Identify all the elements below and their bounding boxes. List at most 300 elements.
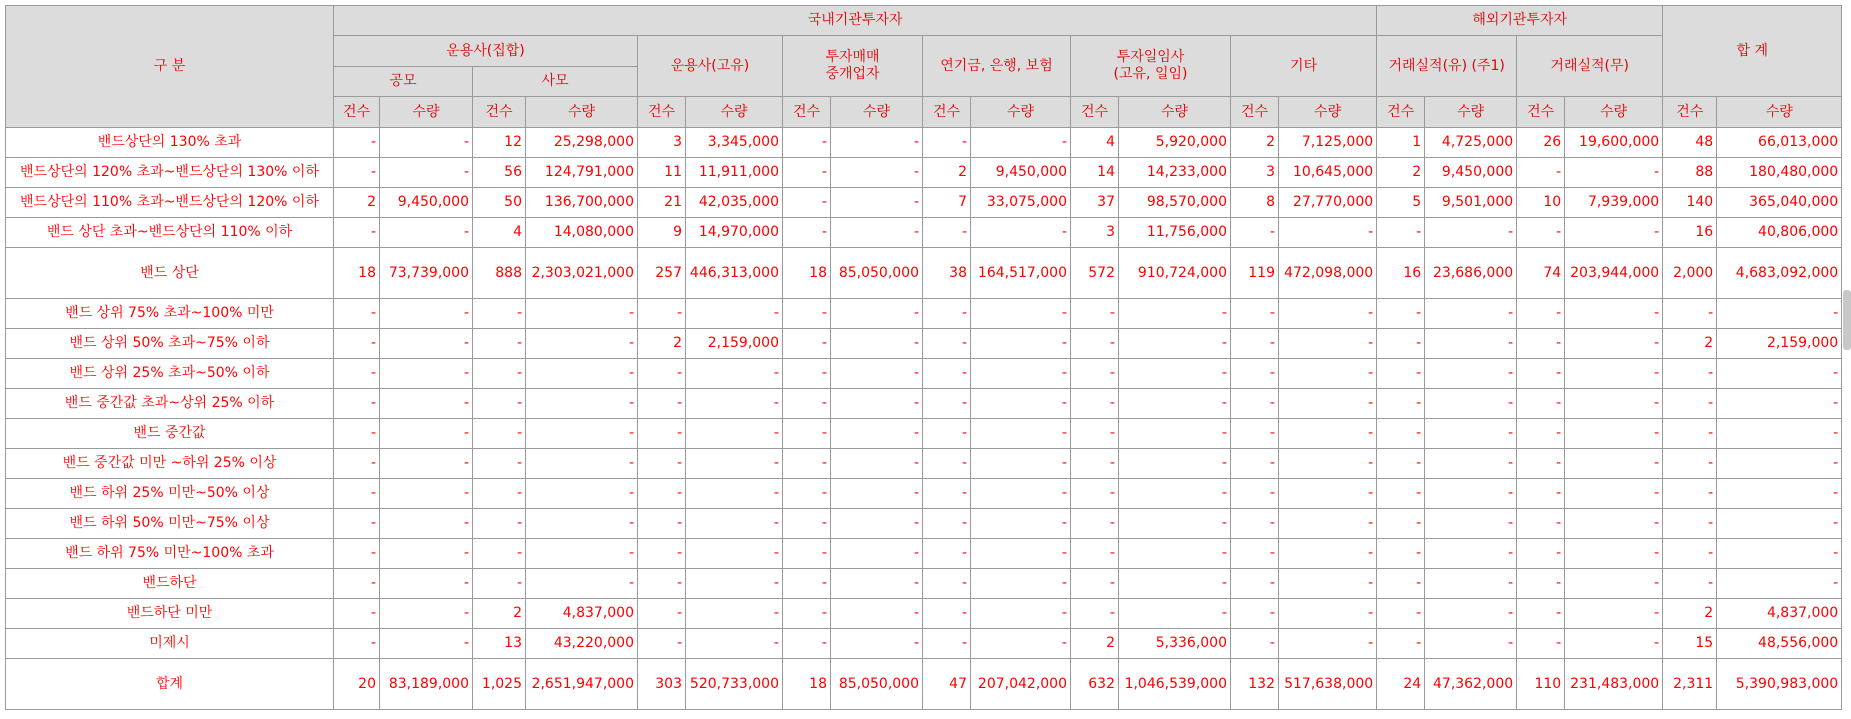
count-cell: 1 [1377, 128, 1425, 158]
count-cell: - [1071, 419, 1119, 449]
header-count: 건수 [1071, 97, 1119, 128]
qty-cell: - [831, 158, 923, 188]
count-cell: - [923, 599, 971, 629]
qty-cell: - [1279, 509, 1377, 539]
qty-cell: - [526, 539, 638, 569]
qty-cell: - [380, 419, 473, 449]
qty-cell: - [526, 299, 638, 329]
qty-cell: - [1565, 389, 1663, 419]
count-cell: - [923, 449, 971, 479]
count-cell: - [783, 188, 831, 218]
qty-cell: - [1279, 449, 1377, 479]
row-label: 합계 [6, 659, 334, 710]
qty-cell: 3,345,000 [686, 128, 783, 158]
table-row [6, 128, 1842, 158]
qty-cell: 2,159,000 [686, 329, 783, 359]
header-qty: 수량 [971, 97, 1071, 128]
count-cell: - [1663, 419, 1717, 449]
count-cell: 4 [473, 218, 526, 248]
count-cell: 3 [638, 128, 686, 158]
count-cell: - [638, 359, 686, 389]
qty-cell: 517,638,000 [1279, 659, 1377, 710]
header-count: 건수 [334, 97, 380, 128]
qty-cell: 124,791,000 [526, 158, 638, 188]
count-cell: - [783, 599, 831, 629]
count-cell: 74 [1517, 248, 1565, 299]
count-cell: - [1517, 539, 1565, 569]
qty-cell: - [1119, 599, 1231, 629]
qty-cell: - [686, 539, 783, 569]
row-label: 밴드상단의 110% 초과~밴드상단의 120% 이하 [6, 188, 334, 218]
count-cell: - [1071, 479, 1119, 509]
count-cell: 18 [334, 248, 380, 299]
count-cell: - [1377, 218, 1425, 248]
count-cell: - [1517, 218, 1565, 248]
count-cell: - [783, 509, 831, 539]
count-cell: - [1517, 479, 1565, 509]
qty-cell: - [1717, 509, 1842, 539]
qty-cell: - [380, 539, 473, 569]
qty-cell: - [1565, 329, 1663, 359]
count-cell: - [334, 449, 380, 479]
demand-forecast-table [5, 5, 1842, 710]
qty-cell: - [526, 449, 638, 479]
qty-cell: - [1565, 158, 1663, 188]
count-cell: 47 [923, 659, 971, 710]
count-cell: - [1517, 158, 1565, 188]
qty-cell: 11,756,000 [1119, 218, 1231, 248]
count-cell: 11 [638, 158, 686, 188]
qty-cell: - [1565, 299, 1663, 329]
count-cell: - [1517, 329, 1565, 359]
count-cell: - [1663, 359, 1717, 389]
count-cell: - [923, 359, 971, 389]
count-cell: 37 [1071, 188, 1119, 218]
count-cell: 2 [334, 188, 380, 218]
count-cell: 2 [1663, 599, 1717, 629]
count-cell: - [1071, 299, 1119, 329]
table-row [6, 158, 1842, 188]
row-label: 밴드 상위 75% 초과~100% 미만 [6, 299, 334, 329]
count-cell: 632 [1071, 659, 1119, 710]
qty-cell: - [971, 449, 1071, 479]
qty-cell: 98,570,000 [1119, 188, 1231, 218]
header-private: 사모 [473, 67, 638, 97]
header-broker: 투자매매 중개업자 [783, 36, 923, 97]
count-cell: - [638, 539, 686, 569]
count-cell: - [783, 539, 831, 569]
count-cell: - [1377, 509, 1425, 539]
count-cell: - [1377, 599, 1425, 629]
count-cell: 2 [638, 329, 686, 359]
count-cell: - [783, 128, 831, 158]
count-cell: - [1663, 389, 1717, 419]
qty-cell: - [1279, 539, 1377, 569]
table-row [6, 449, 1842, 479]
qty-cell: 7,125,000 [1279, 128, 1377, 158]
count-cell: 572 [1071, 248, 1119, 299]
header-count: 건수 [1517, 97, 1565, 128]
count-cell: 10 [1517, 188, 1565, 218]
qty-cell: 9,450,000 [1425, 158, 1517, 188]
qty-cell: 9,450,000 [971, 158, 1071, 188]
count-cell: - [923, 539, 971, 569]
qty-cell: - [526, 389, 638, 419]
count-cell: 14 [1071, 158, 1119, 188]
count-cell: - [334, 569, 380, 599]
count-cell: 3 [1231, 158, 1279, 188]
qty-cell: 910,724,000 [1119, 248, 1231, 299]
qty-cell: - [1565, 419, 1663, 449]
qty-cell: - [831, 299, 923, 329]
table-header [6, 6, 1842, 128]
table-row [6, 629, 1842, 659]
qty-cell: 207,042,000 [971, 659, 1071, 710]
qty-cell: - [686, 509, 783, 539]
qty-cell: - [1425, 218, 1517, 248]
count-cell: - [923, 299, 971, 329]
count-cell: - [473, 359, 526, 389]
qty-cell: - [380, 629, 473, 659]
count-cell: 2 [1663, 329, 1717, 359]
row-label: 밴드상단의 130% 초과 [6, 128, 334, 158]
count-cell: - [1377, 539, 1425, 569]
qty-cell: - [380, 479, 473, 509]
qty-cell: - [1279, 629, 1377, 659]
qty-cell: - [1425, 599, 1517, 629]
count-cell: - [783, 569, 831, 599]
qty-cell: - [1425, 329, 1517, 359]
vertical-scrollbar[interactable] [1843, 290, 1851, 350]
count-cell: 140 [1663, 188, 1717, 218]
qty-cell: - [1119, 509, 1231, 539]
count-cell: 3 [1071, 218, 1119, 248]
count-cell: - [334, 158, 380, 188]
table-row [6, 329, 1842, 359]
count-cell: - [923, 509, 971, 539]
qty-cell: 10,645,000 [1279, 158, 1377, 188]
count-cell: - [1231, 479, 1279, 509]
count-cell: 9 [638, 218, 686, 248]
qty-cell: - [1565, 218, 1663, 248]
qty-cell: - [380, 509, 473, 539]
header-count: 건수 [473, 97, 526, 128]
count-cell: - [1663, 449, 1717, 479]
qty-cell: 520,733,000 [686, 659, 783, 710]
qty-cell: - [1119, 569, 1231, 599]
qty-cell: 5,390,983,000 [1717, 659, 1842, 710]
count-cell: - [1377, 299, 1425, 329]
count-cell: - [473, 299, 526, 329]
count-cell: - [1377, 479, 1425, 509]
row-label: 밴드 상위 50% 초과~75% 이하 [6, 329, 334, 359]
qty-cell: - [686, 569, 783, 599]
qty-cell: - [1279, 359, 1377, 389]
count-cell: - [638, 299, 686, 329]
count-cell: 2 [1231, 128, 1279, 158]
count-cell: - [473, 539, 526, 569]
header-record-no: 거래실적(무) [1517, 36, 1663, 97]
qty-cell: 2,651,947,000 [526, 659, 638, 710]
qty-cell: - [1119, 299, 1231, 329]
count-cell: - [1377, 569, 1425, 599]
count-cell: - [334, 299, 380, 329]
header-qty: 수량 [380, 97, 473, 128]
qty-cell: - [831, 479, 923, 509]
count-cell: 2 [1377, 158, 1425, 188]
qty-cell: 43,220,000 [526, 629, 638, 659]
count-cell: - [638, 599, 686, 629]
qty-cell: 4,683,092,000 [1717, 248, 1842, 299]
table-wrapper [5, 5, 1842, 710]
count-cell: 2 [473, 599, 526, 629]
qty-cell: 231,483,000 [1565, 659, 1663, 710]
count-cell: - [1517, 629, 1565, 659]
count-cell: - [1231, 218, 1279, 248]
count-cell: 8 [1231, 188, 1279, 218]
qty-cell: 14,080,000 [526, 218, 638, 248]
qty-cell: 85,050,000 [831, 248, 923, 299]
count-cell: 2 [1071, 629, 1119, 659]
row-label: 밴드 하위 50% 미만~75% 이상 [6, 509, 334, 539]
count-cell: - [923, 629, 971, 659]
qty-cell: - [1425, 389, 1517, 419]
qty-cell: 5,336,000 [1119, 629, 1231, 659]
qty-cell: 164,517,000 [971, 248, 1071, 299]
count-cell: - [783, 359, 831, 389]
qty-cell: - [1717, 419, 1842, 449]
count-cell: 110 [1517, 659, 1565, 710]
qty-cell: - [1717, 449, 1842, 479]
qty-cell: 180,480,000 [1717, 158, 1842, 188]
qty-cell: - [686, 419, 783, 449]
qty-cell: - [1565, 449, 1663, 479]
qty-cell: - [1425, 539, 1517, 569]
count-cell: - [334, 419, 380, 449]
count-cell: 38 [923, 248, 971, 299]
qty-cell: - [1425, 449, 1517, 479]
row-label: 밴드하단 미만 [6, 599, 334, 629]
qty-cell: - [526, 359, 638, 389]
qty-cell: 9,501,000 [1425, 188, 1517, 218]
qty-cell: - [971, 479, 1071, 509]
qty-cell: 33,075,000 [971, 188, 1071, 218]
table-row [6, 359, 1842, 389]
qty-cell: - [1119, 449, 1231, 479]
row-label: 밴드 상위 25% 초과~50% 이하 [6, 359, 334, 389]
qty-cell: 2,159,000 [1717, 329, 1842, 359]
header-qty: 수량 [1565, 97, 1663, 128]
qty-cell: 48,556,000 [1717, 629, 1842, 659]
count-cell: - [334, 479, 380, 509]
table-row [6, 389, 1842, 419]
count-cell: - [923, 569, 971, 599]
qty-cell: 85,050,000 [831, 659, 923, 710]
table-row [6, 188, 1842, 218]
count-cell: 18 [783, 659, 831, 710]
count-cell: - [1517, 569, 1565, 599]
count-cell: - [783, 419, 831, 449]
count-cell: 2,311 [1663, 659, 1717, 710]
count-cell: 26 [1517, 128, 1565, 158]
count-cell: 48 [1663, 128, 1717, 158]
qty-cell: - [971, 128, 1071, 158]
qty-cell: - [971, 359, 1071, 389]
header-qty: 수량 [526, 97, 638, 128]
count-cell: - [334, 629, 380, 659]
count-cell: - [638, 509, 686, 539]
count-cell: - [638, 479, 686, 509]
count-cell: - [1231, 419, 1279, 449]
count-cell: 88 [1663, 158, 1717, 188]
row-label: 밴드 중간값 [6, 419, 334, 449]
count-cell: - [1231, 299, 1279, 329]
qty-cell: - [686, 389, 783, 419]
qty-cell: - [1119, 359, 1231, 389]
count-cell: 257 [638, 248, 686, 299]
qty-cell: - [831, 539, 923, 569]
qty-cell: - [1119, 479, 1231, 509]
count-cell: - [1231, 329, 1279, 359]
count-cell: - [334, 218, 380, 248]
count-cell: - [334, 539, 380, 569]
header-count: 건수 [923, 97, 971, 128]
table-row [6, 569, 1842, 599]
count-cell: 16 [1663, 218, 1717, 248]
qty-cell: 136,700,000 [526, 188, 638, 218]
qty-cell: - [526, 509, 638, 539]
count-cell: 20 [334, 659, 380, 710]
qty-cell: - [1119, 419, 1231, 449]
count-cell: 888 [473, 248, 526, 299]
count-cell: - [1663, 509, 1717, 539]
count-cell: - [1377, 449, 1425, 479]
header-count: 건수 [1663, 97, 1717, 128]
count-cell: - [1517, 359, 1565, 389]
count-cell: - [1517, 299, 1565, 329]
count-cell: - [923, 218, 971, 248]
count-cell: - [1071, 359, 1119, 389]
count-cell: - [783, 449, 831, 479]
count-cell: 24 [1377, 659, 1425, 710]
qty-cell: - [1425, 299, 1517, 329]
count-cell: - [1071, 599, 1119, 629]
count-cell: - [1377, 389, 1425, 419]
qty-cell: - [380, 569, 473, 599]
qty-cell: - [686, 299, 783, 329]
qty-cell: - [1279, 479, 1377, 509]
count-cell: - [1231, 389, 1279, 419]
qty-cell: - [1425, 359, 1517, 389]
qty-cell: - [831, 389, 923, 419]
qty-cell: - [1565, 599, 1663, 629]
count-cell: - [1071, 329, 1119, 359]
qty-cell: 27,770,000 [1279, 188, 1377, 218]
count-cell: - [1231, 569, 1279, 599]
count-cell: - [1377, 419, 1425, 449]
count-cell: - [923, 329, 971, 359]
qty-cell: 446,313,000 [686, 248, 783, 299]
qty-cell: - [1279, 419, 1377, 449]
count-cell: - [1663, 569, 1717, 599]
qty-cell: - [686, 629, 783, 659]
qty-cell: - [1119, 539, 1231, 569]
count-cell: - [923, 128, 971, 158]
count-cell: - [334, 389, 380, 419]
qty-cell: - [1279, 599, 1377, 629]
header-am-own: 운용사(고유) [638, 36, 783, 97]
qty-cell: - [380, 329, 473, 359]
count-cell: - [1231, 629, 1279, 659]
count-cell: - [1517, 509, 1565, 539]
qty-cell: 40,806,000 [1717, 218, 1842, 248]
qty-cell: - [526, 569, 638, 599]
count-cell: 5 [1377, 188, 1425, 218]
qty-cell: - [1565, 569, 1663, 599]
qty-cell: - [526, 479, 638, 509]
count-cell: 13 [473, 629, 526, 659]
qty-cell: - [1565, 629, 1663, 659]
qty-cell: - [1279, 329, 1377, 359]
count-cell: - [1231, 539, 1279, 569]
header-record-yes: 거래실적(유) (주1) [1377, 36, 1517, 97]
qty-cell: 23,686,000 [1425, 248, 1517, 299]
header-am-collective: 운용사(집합) [334, 36, 638, 67]
row-label: 밴드 하위 25% 미만~50% 이상 [6, 479, 334, 509]
qty-cell: - [831, 509, 923, 539]
qty-cell: - [380, 158, 473, 188]
qty-cell: - [1565, 509, 1663, 539]
qty-cell: - [831, 569, 923, 599]
count-cell: - [1377, 359, 1425, 389]
count-cell: - [1517, 449, 1565, 479]
count-cell: - [783, 299, 831, 329]
qty-cell: 2,303,021,000 [526, 248, 638, 299]
qty-cell: - [1279, 569, 1377, 599]
qty-cell: - [1565, 479, 1663, 509]
table-row [6, 248, 1842, 299]
count-cell: - [1377, 629, 1425, 659]
count-cell: - [473, 569, 526, 599]
header-qty: 수량 [1279, 97, 1377, 128]
qty-cell: - [1425, 509, 1517, 539]
header-investment-advisory: 투자일임사 (고유, 일임) [1071, 36, 1231, 97]
qty-cell: 42,035,000 [686, 188, 783, 218]
header-count: 건수 [783, 97, 831, 128]
header-qty: 수량 [1119, 97, 1231, 128]
table-row [6, 599, 1842, 629]
count-cell: 16 [1377, 248, 1425, 299]
count-cell: - [1517, 419, 1565, 449]
header-public: 공모 [334, 67, 473, 97]
qty-cell: - [686, 479, 783, 509]
count-cell: - [473, 509, 526, 539]
qty-cell: - [380, 128, 473, 158]
row-label: 밴드 중간값 미만 ~하위 25% 이상 [6, 449, 334, 479]
qty-cell: - [971, 299, 1071, 329]
qty-cell: 11,911,000 [686, 158, 783, 188]
qty-cell: - [686, 359, 783, 389]
count-cell: - [1071, 449, 1119, 479]
qty-cell: 14,970,000 [686, 218, 783, 248]
header-qty: 수량 [1425, 97, 1517, 128]
count-cell: - [1377, 329, 1425, 359]
qty-cell: - [831, 359, 923, 389]
table-row [6, 479, 1842, 509]
qty-cell: - [971, 539, 1071, 569]
qty-cell: - [380, 299, 473, 329]
qty-cell: - [1279, 218, 1377, 248]
